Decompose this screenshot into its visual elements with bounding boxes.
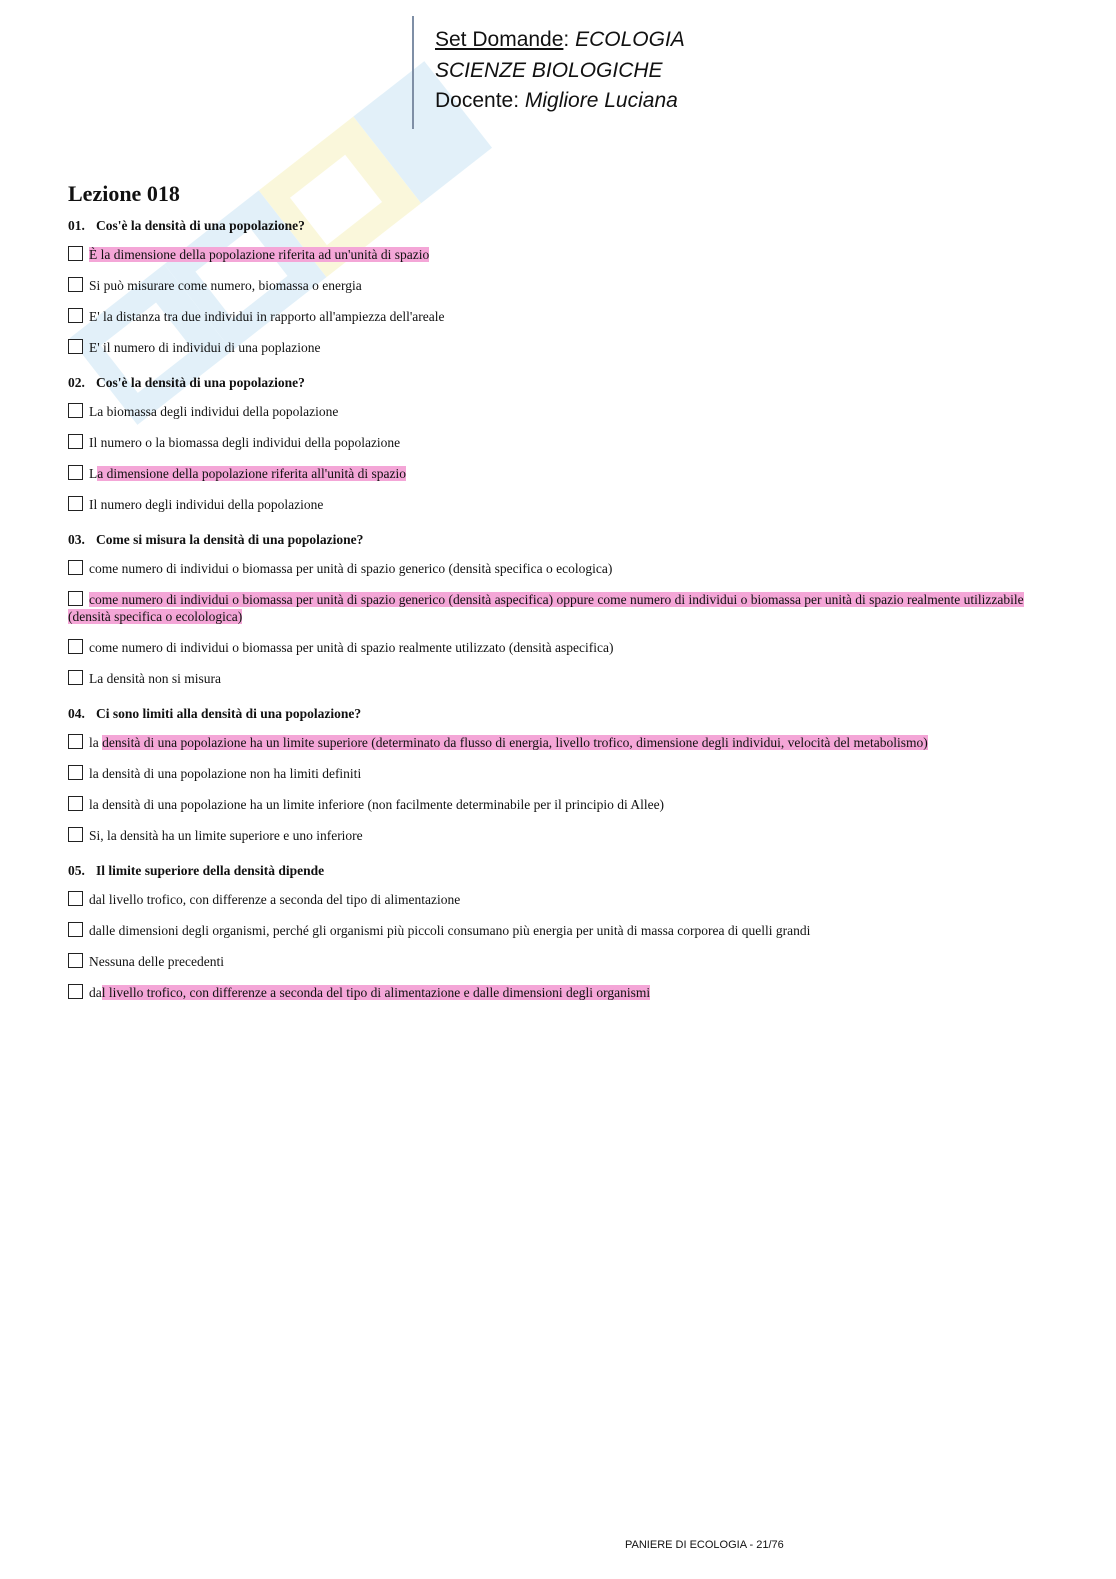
question-heading: [68, 705, 1048, 723]
lesson-title: Lezione 018: [68, 181, 180, 206]
option-text: la densità di una popolazione ha un limite inferiore (non facilmente determinabile per il principio di Allee): [89, 797, 665, 812]
checkbox[interactable]: [68, 922, 83, 937]
question-text: Ci sono limiti alla densità di una popolazione?: [96, 706, 362, 721]
question-text: Cos'è la densità di una popolazione?: [96, 218, 305, 233]
checkbox[interactable]: [68, 403, 83, 418]
option-text: come numero di individui o biomassa per unità di spazio generico (densità specifica o ecologica): [89, 561, 613, 576]
question-block: [68, 217, 1048, 356]
question-text: Come si misura la densità di una popolazione?: [96, 532, 364, 547]
subject-name: ECOLOGIA: [575, 28, 685, 51]
option-text: la densità di una popolazione non ha limiti definiti: [89, 766, 362, 781]
checkbox[interactable]: [68, 591, 83, 606]
answer-option: [68, 277, 1048, 294]
document-header: [435, 25, 685, 117]
answer-option: [68, 496, 1048, 513]
option-text: E' il numero di individui di una poplazione: [89, 340, 321, 355]
answer-option: [68, 560, 1048, 577]
option-text: Nessuna delle precedenti: [89, 954, 224, 969]
checkbox[interactable]: [68, 639, 83, 654]
checkbox[interactable]: [68, 891, 83, 906]
question-heading: [68, 531, 1048, 549]
question-block: [68, 374, 1048, 513]
checkbox[interactable]: [68, 765, 83, 780]
option-text-highlighted: a dimensione della popolazione riferita all'unità di spazio: [97, 466, 406, 481]
option-text: E' la distanza tra due individui in rapporto all'ampiezza dell'areale: [89, 309, 445, 324]
option-text: Si, la densità ha un limite superiore e uno inferiore: [89, 828, 363, 843]
answer-option: [68, 434, 1048, 451]
question-heading: [68, 374, 1048, 392]
header-divider: [412, 16, 414, 129]
option-text: L: [89, 466, 98, 481]
question-block: [68, 705, 1048, 844]
question-number: 01.: [68, 218, 85, 233]
option-text: dal livello trofico, con differenze a seconda del tipo di alimentazione: [89, 892, 461, 907]
question-block: [68, 862, 1048, 1001]
answer-option: [68, 339, 1048, 356]
answer-option: [68, 984, 1048, 1001]
question-text: Il limite superiore della densità dipende: [96, 863, 325, 878]
question-list: [68, 217, 1048, 1001]
option-text: da: [89, 985, 102, 1000]
checkbox[interactable]: [68, 953, 83, 968]
option-text: Il numero degli individui della popolazione: [89, 497, 324, 512]
answer-option: [68, 465, 1048, 482]
answer-option: [68, 670, 1048, 687]
checkbox[interactable]: [68, 496, 83, 511]
option-text-highlighted: come numero di individui o biomassa per unità di spazio generico (densità aspecifica) oppure come numero di individui o biomassa per unità di spazio realmente utilizzabile (densità specifica o ecolologica): [68, 592, 1024, 624]
option-text: dalle dimensioni degli organismi, perché gli organismi più piccoli consumano più energia per unità di massa corporea di quelli grandi: [89, 923, 811, 938]
checkbox[interactable]: [68, 670, 83, 685]
page-footer: PANIERE DI ECOLOGIA - 21/76: [625, 1539, 784, 1551]
answer-option: [68, 308, 1048, 325]
main-content: [68, 180, 1048, 1019]
checkbox[interactable]: [68, 277, 83, 292]
checkbox[interactable]: [68, 827, 83, 842]
checkbox[interactable]: [68, 246, 83, 261]
answer-option: [68, 639, 1048, 656]
answer-option: [68, 922, 1048, 939]
option-text: La biomassa degli individui della popolazione: [89, 404, 339, 419]
question-number: 04.: [68, 706, 85, 721]
checkbox[interactable]: [68, 339, 83, 354]
answer-option: [68, 246, 1048, 263]
question-block: [68, 531, 1048, 687]
teacher-label: Docente:: [435, 89, 525, 112]
answer-option: [68, 765, 1048, 782]
set-separator: :: [563, 28, 576, 51]
teacher-name: Migliore Luciana: [524, 89, 678, 112]
answer-option: [68, 734, 1048, 751]
checkbox[interactable]: [68, 734, 83, 749]
set-label: Set Domande: [435, 28, 564, 51]
course-name: SCIENZE BIOLOGICHE: [435, 58, 663, 82]
option-text: come numero di individui o biomassa per unità di spazio realmente utilizzato (densità aspecifica): [89, 640, 614, 655]
answer-option: [68, 403, 1048, 420]
option-text-highlighted: l livello trofico, con differenze a seconda del tipo di alimentazione e dalle dimensioni degli organismi: [101, 985, 651, 1000]
question-text: Cos'è la densità di una popolazione?: [96, 375, 305, 390]
checkbox[interactable]: [68, 434, 83, 449]
option-text-highlighted: densità di una popolazione ha un limite superiore (determinato da flusso di energia, livello trofico, dimensione degli individui, velocità del metabolismo): [102, 735, 928, 750]
question-number: 03.: [68, 532, 85, 547]
option-text: Si può misurare come numero, biomassa o energia: [89, 278, 362, 293]
option-text: Il numero o la biomassa degli individui della popolazione: [89, 435, 401, 450]
checkbox[interactable]: [68, 560, 83, 575]
answer-option: [68, 827, 1048, 844]
option-text-highlighted: È la dimensione della popolazione riferita ad un'unità di spazio: [89, 247, 430, 262]
option-text: la: [89, 735, 103, 750]
question-number: 02.: [68, 375, 85, 390]
question-heading: [68, 862, 1048, 880]
answer-option: [68, 891, 1048, 908]
checkbox[interactable]: [68, 796, 83, 811]
checkbox[interactable]: [68, 308, 83, 323]
question-number: 05.: [68, 863, 85, 878]
question-heading: [68, 217, 1048, 235]
answer-option: [68, 796, 1048, 813]
answer-option: [68, 953, 1048, 970]
checkbox[interactable]: [68, 465, 83, 480]
option-text: La densità non si misura: [89, 671, 221, 686]
checkbox[interactable]: [68, 984, 83, 999]
header-teacher-line: [435, 86, 685, 117]
header-set-line: [435, 25, 685, 56]
answer-option: [68, 591, 1048, 625]
